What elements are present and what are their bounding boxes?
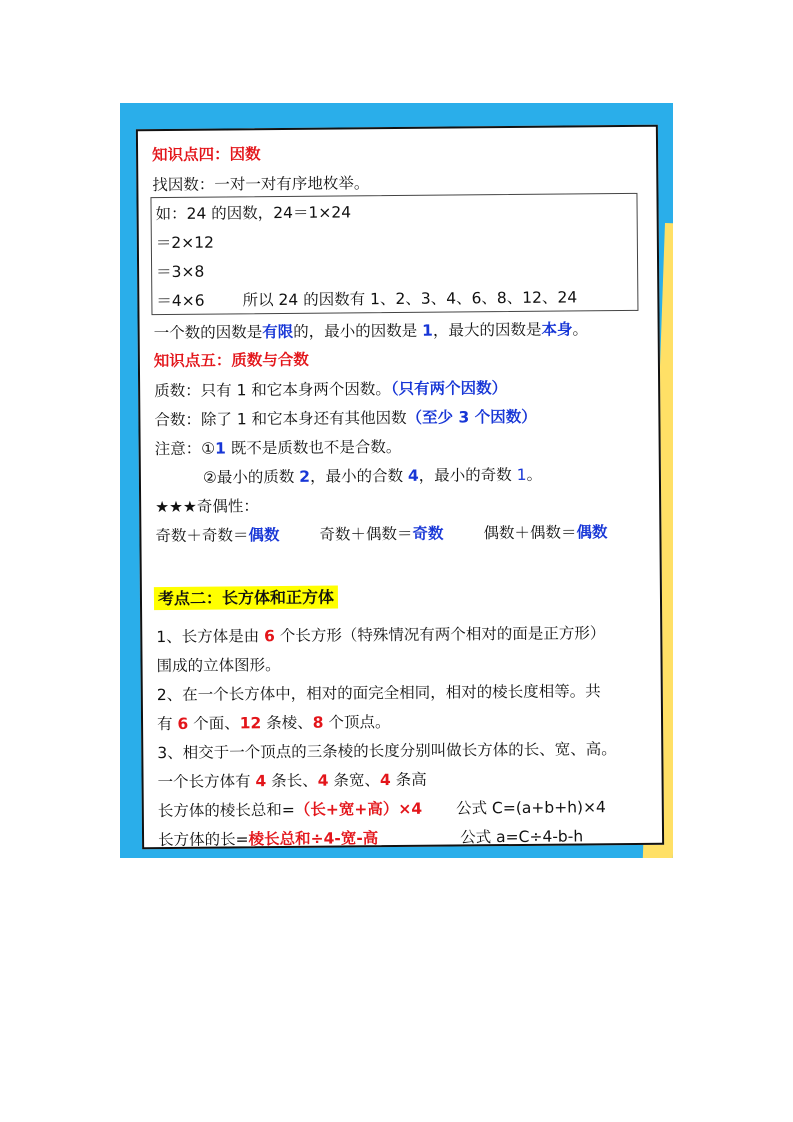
kd2-line-3: 3、相交于一个顶点的三条棱的长度分别叫做长方体的长、宽、高。	[157, 740, 617, 763]
example-line-4: ＝4×6 所以 24 的因数有 1、2、3、4、6、8、12、24	[156, 288, 578, 311]
kp5-title: 知识点五：质数与合数	[153, 350, 309, 371]
kd2-line-1b: 围成的立体图形。	[156, 656, 281, 676]
kp4-summary: 一个数的因数是有限的，最小的因数是 1，最大的因数是本身。	[153, 320, 589, 343]
kd2-length: 长方体的长=棱长总和÷4-宽-高 公式 a=C÷4-b-h	[157, 827, 584, 850]
kp5-prime: 质数：只有 1 和它本身两个因数。（只有两个因数）	[154, 379, 508, 401]
kd2-line-2: 2、在一个长方体中，相对的面完全相同，相对的棱长度相等。共	[156, 682, 601, 705]
kp5-note-1: 注意：①1 既不是质数也不是合数。	[154, 437, 402, 459]
kp5-note-2: ②最小的质数 2，最小的合数 4，最小的奇数 1。	[202, 465, 543, 487]
kp5-composite: 合数：除了 1 和它本身还有其他因数（至少 3 个因数）	[154, 407, 537, 430]
example-line-2: ＝2×12	[155, 233, 215, 253]
kd2-line-1: 1、长方体是由 6 个长方形（特殊情况有两个相对的面是正方形）	[156, 624, 606, 647]
kd2-edge-sum: 长方体的棱长总和=（长+宽+高）×4 公式 C=(a+b+h)×4	[157, 798, 606, 821]
kd2-line-3b: 一个长方体有 4 条长、4 条宽、4 条高	[157, 770, 427, 792]
kp5-parity-rules: 奇数＋奇数＝偶数 奇数＋偶数＝奇数 偶数＋偶数＝偶数	[155, 523, 608, 546]
kp4-find: 找因数：一对一对有序地枚举。	[152, 174, 370, 195]
worksheet-card	[136, 125, 664, 850]
example-line-1: 如：24 的因数，24＝1×24	[155, 203, 352, 224]
kp5-parity-title: ★★★奇偶性：	[155, 497, 259, 517]
kd2-title: 考点二：长方体和正方体	[154, 588, 338, 610]
kd2-line-2b: 有 6 个面、12 条棱、8 个顶点。	[156, 713, 391, 734]
kp4-title: 知识点四：因数	[152, 145, 261, 165]
example-line-3: ＝3×8	[156, 262, 205, 282]
example-box	[150, 193, 638, 315]
